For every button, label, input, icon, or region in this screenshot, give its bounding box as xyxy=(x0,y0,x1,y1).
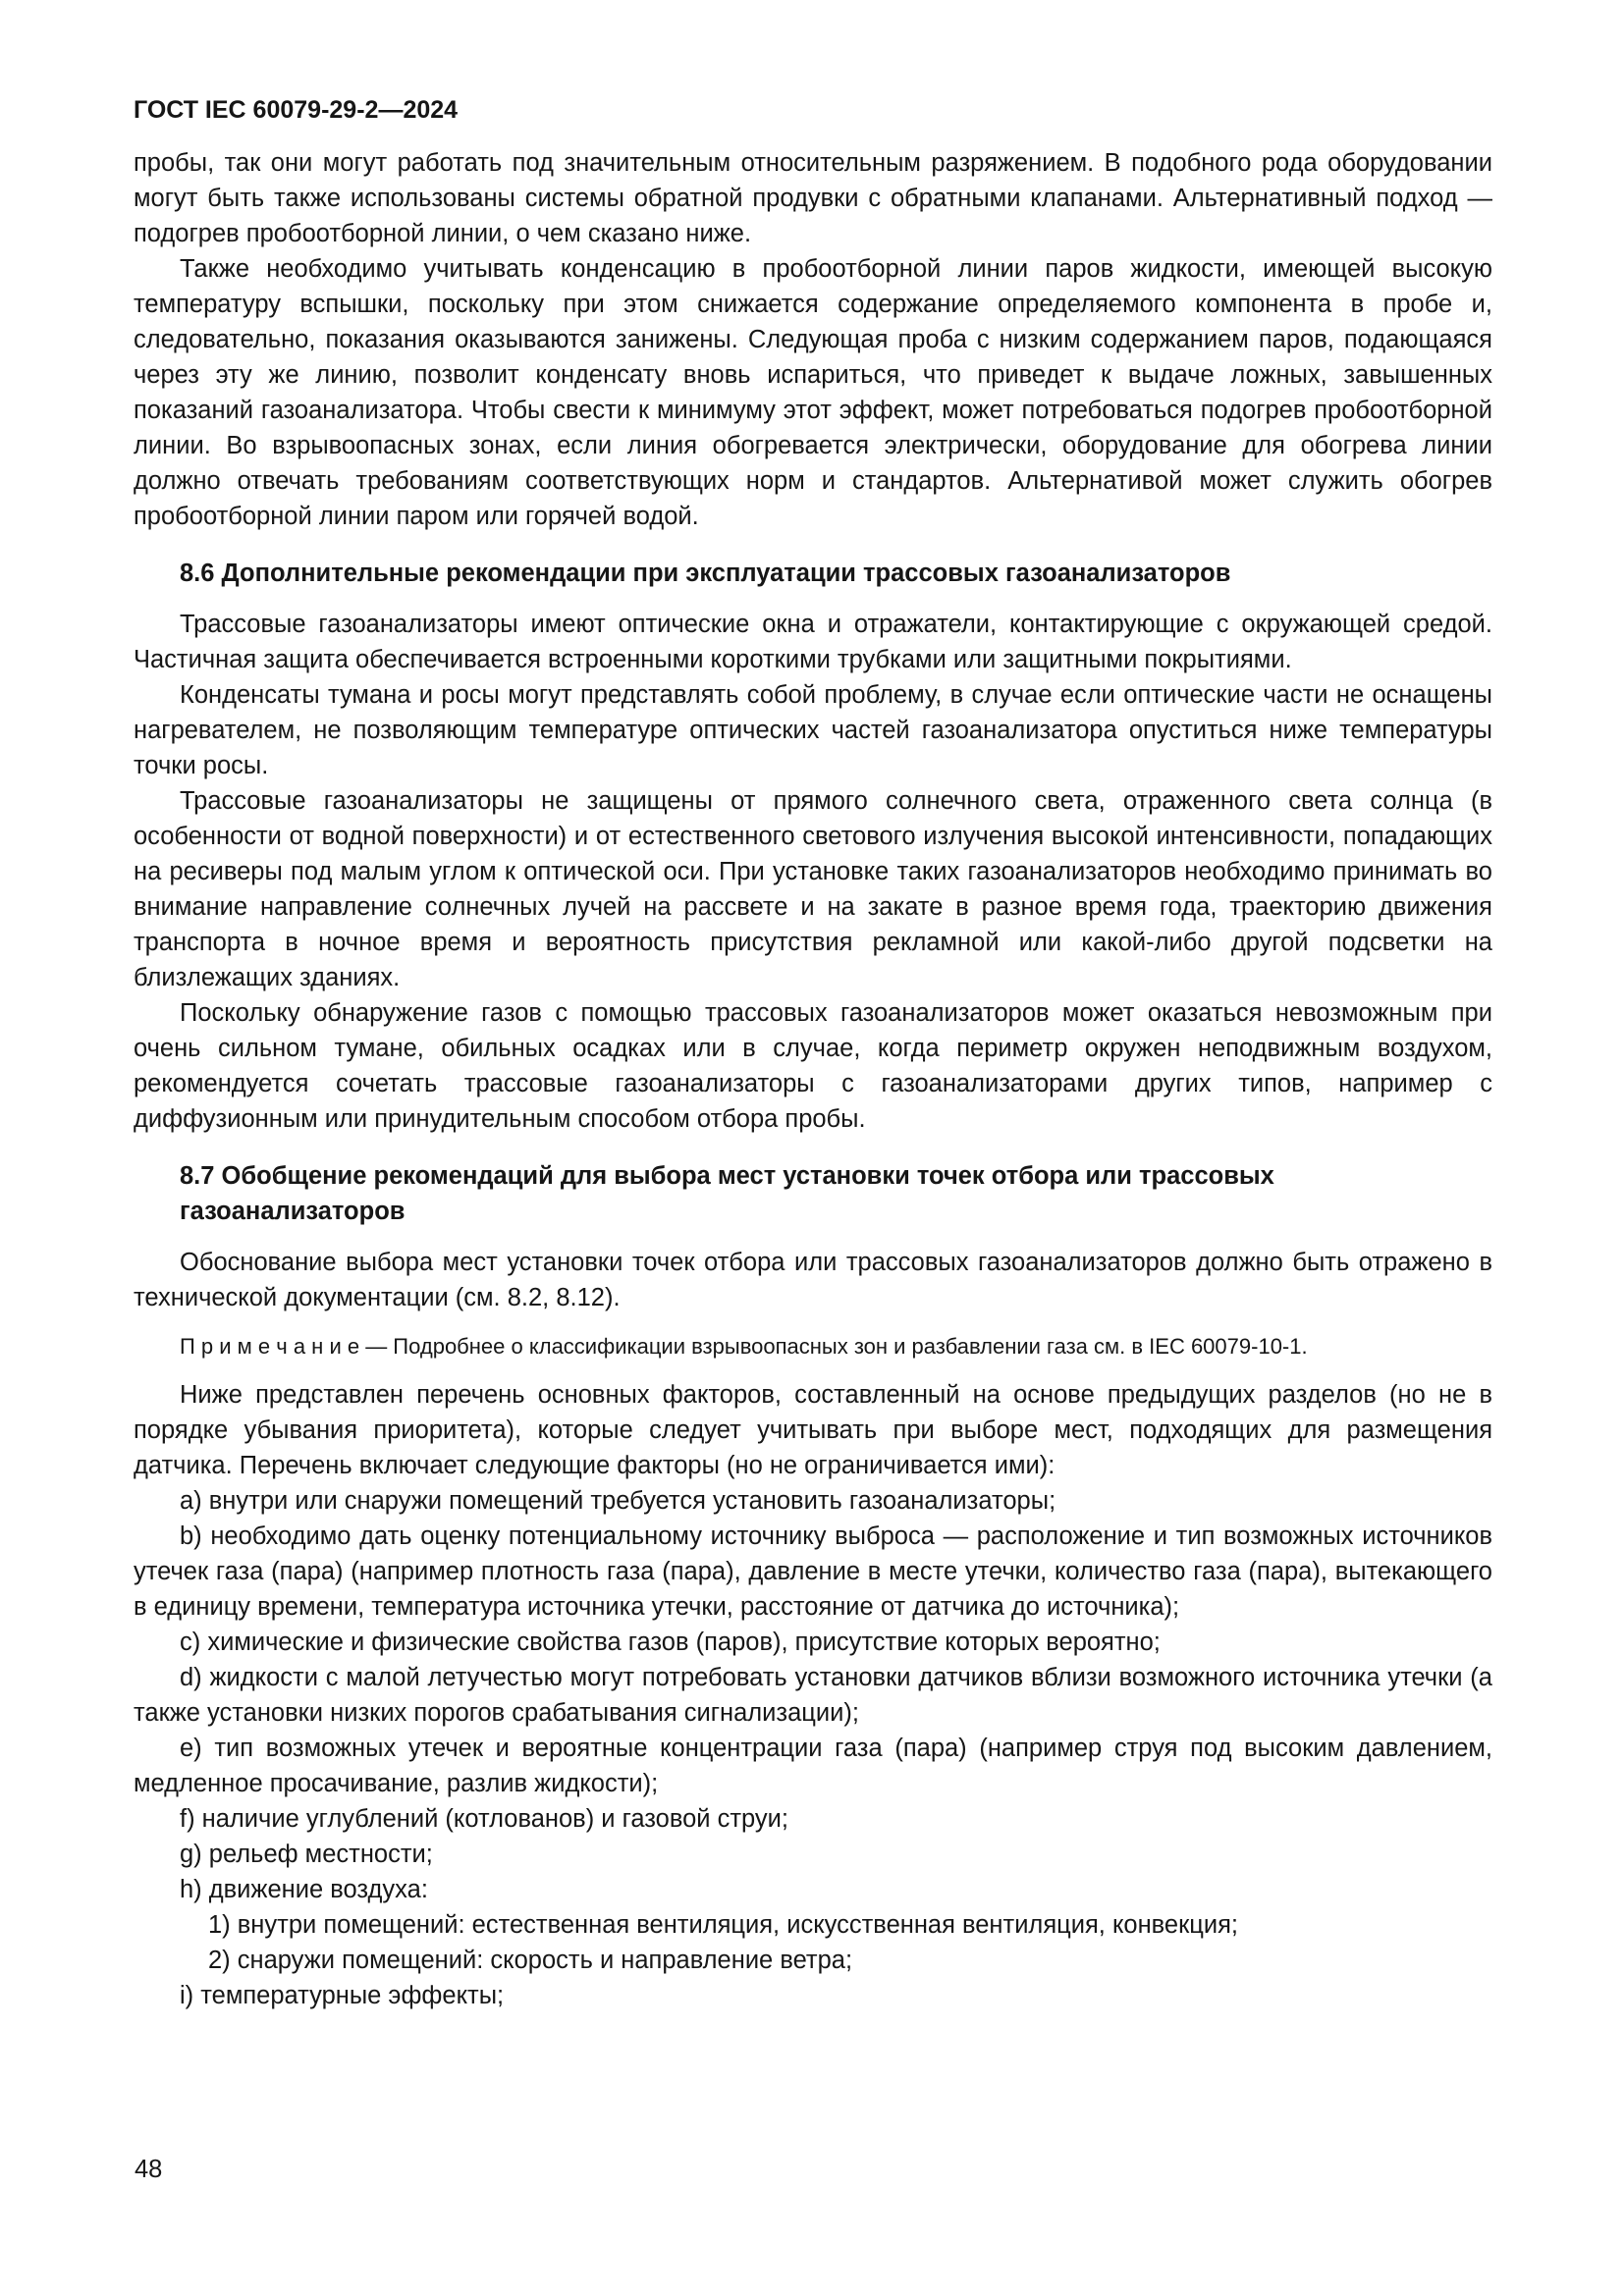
page-number: 48 xyxy=(135,2156,163,2183)
sub-list-item: 1) внутри помещений: естественная вентиляция, искусственная вентиляция, конвекция; xyxy=(208,1911,1238,1939)
paragraph: Также необходимо учитывать конденсацию в пробоотборной линии паров жидкости, имеющей высокую температуру вспышки, поскольку при этом снижается содержание определяемого компонента в пробе и, следовательно, показания оказываются занижены. Следующая проба с низким содержанием паров, подающаяся через эту же линию, позволит конденсату вновь испариться, что приведет к выдаче ложных, завышенных показаний газоанализатора. Чтобы свести к минимуму этот эффект, может потребоваться подогрев пробоотборной линии. Во взрывоопасных зонах, если линия обогревается электрически, оборудование для обогрева линии должно отвечать требованиям соответствующих норм и стандартов. Альтернативой может служить обогрев пробоотборной линии паром или горячей водой. xyxy=(134,255,1492,530)
list-item: i) температурные эффекты; xyxy=(180,1982,505,2009)
body-blocks xyxy=(134,145,1492,2013)
list-item: a) внутри или снаружи помещений требуется установить газоанализаторы; xyxy=(180,1487,1056,1515)
paragraph: Конденсаты тумана и росы могут представлять собой проблему, в случае если оптические части не оснащены нагревателем, не позволяющим температуре оптических частей газоанализатора опуститься ниже температуры точки росы. xyxy=(134,681,1492,779)
note-paragraph: П р и м е ч а н и е — Подробнее о классификации взрывоопасных зон и разбавлении газа см. в IEC 60079-10-1. xyxy=(180,1334,1308,1359)
paragraph: Трассовые газоанализаторы имеют оптические окна и отражатели, контактирующие с окружающей средой. Частичная защита обеспечивается встроенными короткими трубками или защитными покрытиями. xyxy=(134,611,1492,673)
list-item: f) наличие углублений (котлованов) и газовой струи; xyxy=(180,1805,789,1833)
list-item: b) необходимо дать оценку потенциальному источнику выброса — расположение и тип возможных источников утечек газа (пара) (например плотность газа (пара), давление в месте утечки, количество газа (пара), вытекающего в единицу времени, температура источника утечки, расстояние от датчика до источника); xyxy=(134,1522,1492,1621)
list-item: d) жидкости с малой летучестью могут потребовать установки датчиков вблизи возможного источника утечки (а также установки низких порогов срабатывания сигнализации); xyxy=(134,1664,1492,1727)
list-item: g) рельеф местности; xyxy=(180,1841,433,1868)
page-content xyxy=(134,94,1492,2013)
paragraph: Ниже представлен перечень основных факторов, составленный на основе предыдущих разделов (но не в порядке убывания приоритета), которые следует учитывать при выборе мест, подходящих для размещения датчика. Перечень включает следующие факторы (но не ограничивается ими): xyxy=(134,1381,1492,1479)
paragraph: Обоснование выбора мест установки точек отбора или трассовых газоанализаторов должно быть отражено в технической документации (см. 8.2, 8.12). xyxy=(134,1249,1492,1311)
list-item: c) химические и физические свойства газов (паров), присутствие которых вероятно; xyxy=(180,1629,1161,1656)
paragraph: Трассовые газоанализаторы не защищены от прямого солнечного света, отраженного света солнца (в особенности от водной поверхности) и от естественного светового излучения высокой интенсивности, попадающих на ресиверы под малым углом к оптической оси. При установке таких газоанализаторов необходимо принимать во внимание направление солнечных лучей на рассвете и на закате в разное время года, траекторию движения транспорта в ночное время и вероятность присутствия рекламной или какой-либо другой подсветки на близлежащих зданиях. xyxy=(134,787,1492,991)
paragraph: пробы, так они могут работать под значительным относительным разряжением. В подобного рода оборудовании могут быть также использованы системы обратной продувки с обратными клапанами. Альтернативный подход — подогрев пробоотборной линии, о чем сказано ниже. xyxy=(134,149,1492,247)
list-item: h) движение воздуха: xyxy=(180,1876,428,1903)
sub-list-item: 2) снаружи помещений: скорость и направление ветра; xyxy=(208,1947,853,1974)
section-heading: 8.7 Обобщение рекомендаций для выбора мест установки точек отбора или трассовых газоанализаторов xyxy=(180,1162,1274,1225)
paragraph: Поскольку обнаружение газов с помощью трассовых газоанализаторов может оказаться невозможным при очень сильном тумане, обильных осадках или в случае, когда периметр окружен неподвижным воздухом, рекомендуется сочетать трассовые газоанализаторы с газоанализаторами других типов, например с диффузионным или принудительным способом отбора пробы. xyxy=(134,999,1492,1133)
section-heading: 8.6 Дополнительные рекомендации при эксплуатации трассовых газоанализаторов xyxy=(180,560,1231,587)
running-header: ГОСТ IEC 60079-29-2—2024 xyxy=(134,96,459,124)
list-item: e) тип возможных утечек и вероятные концентрации газа (пара) (например струя под высоким давлением, медленное просачивание, разлив жидкости); xyxy=(134,1735,1492,1797)
